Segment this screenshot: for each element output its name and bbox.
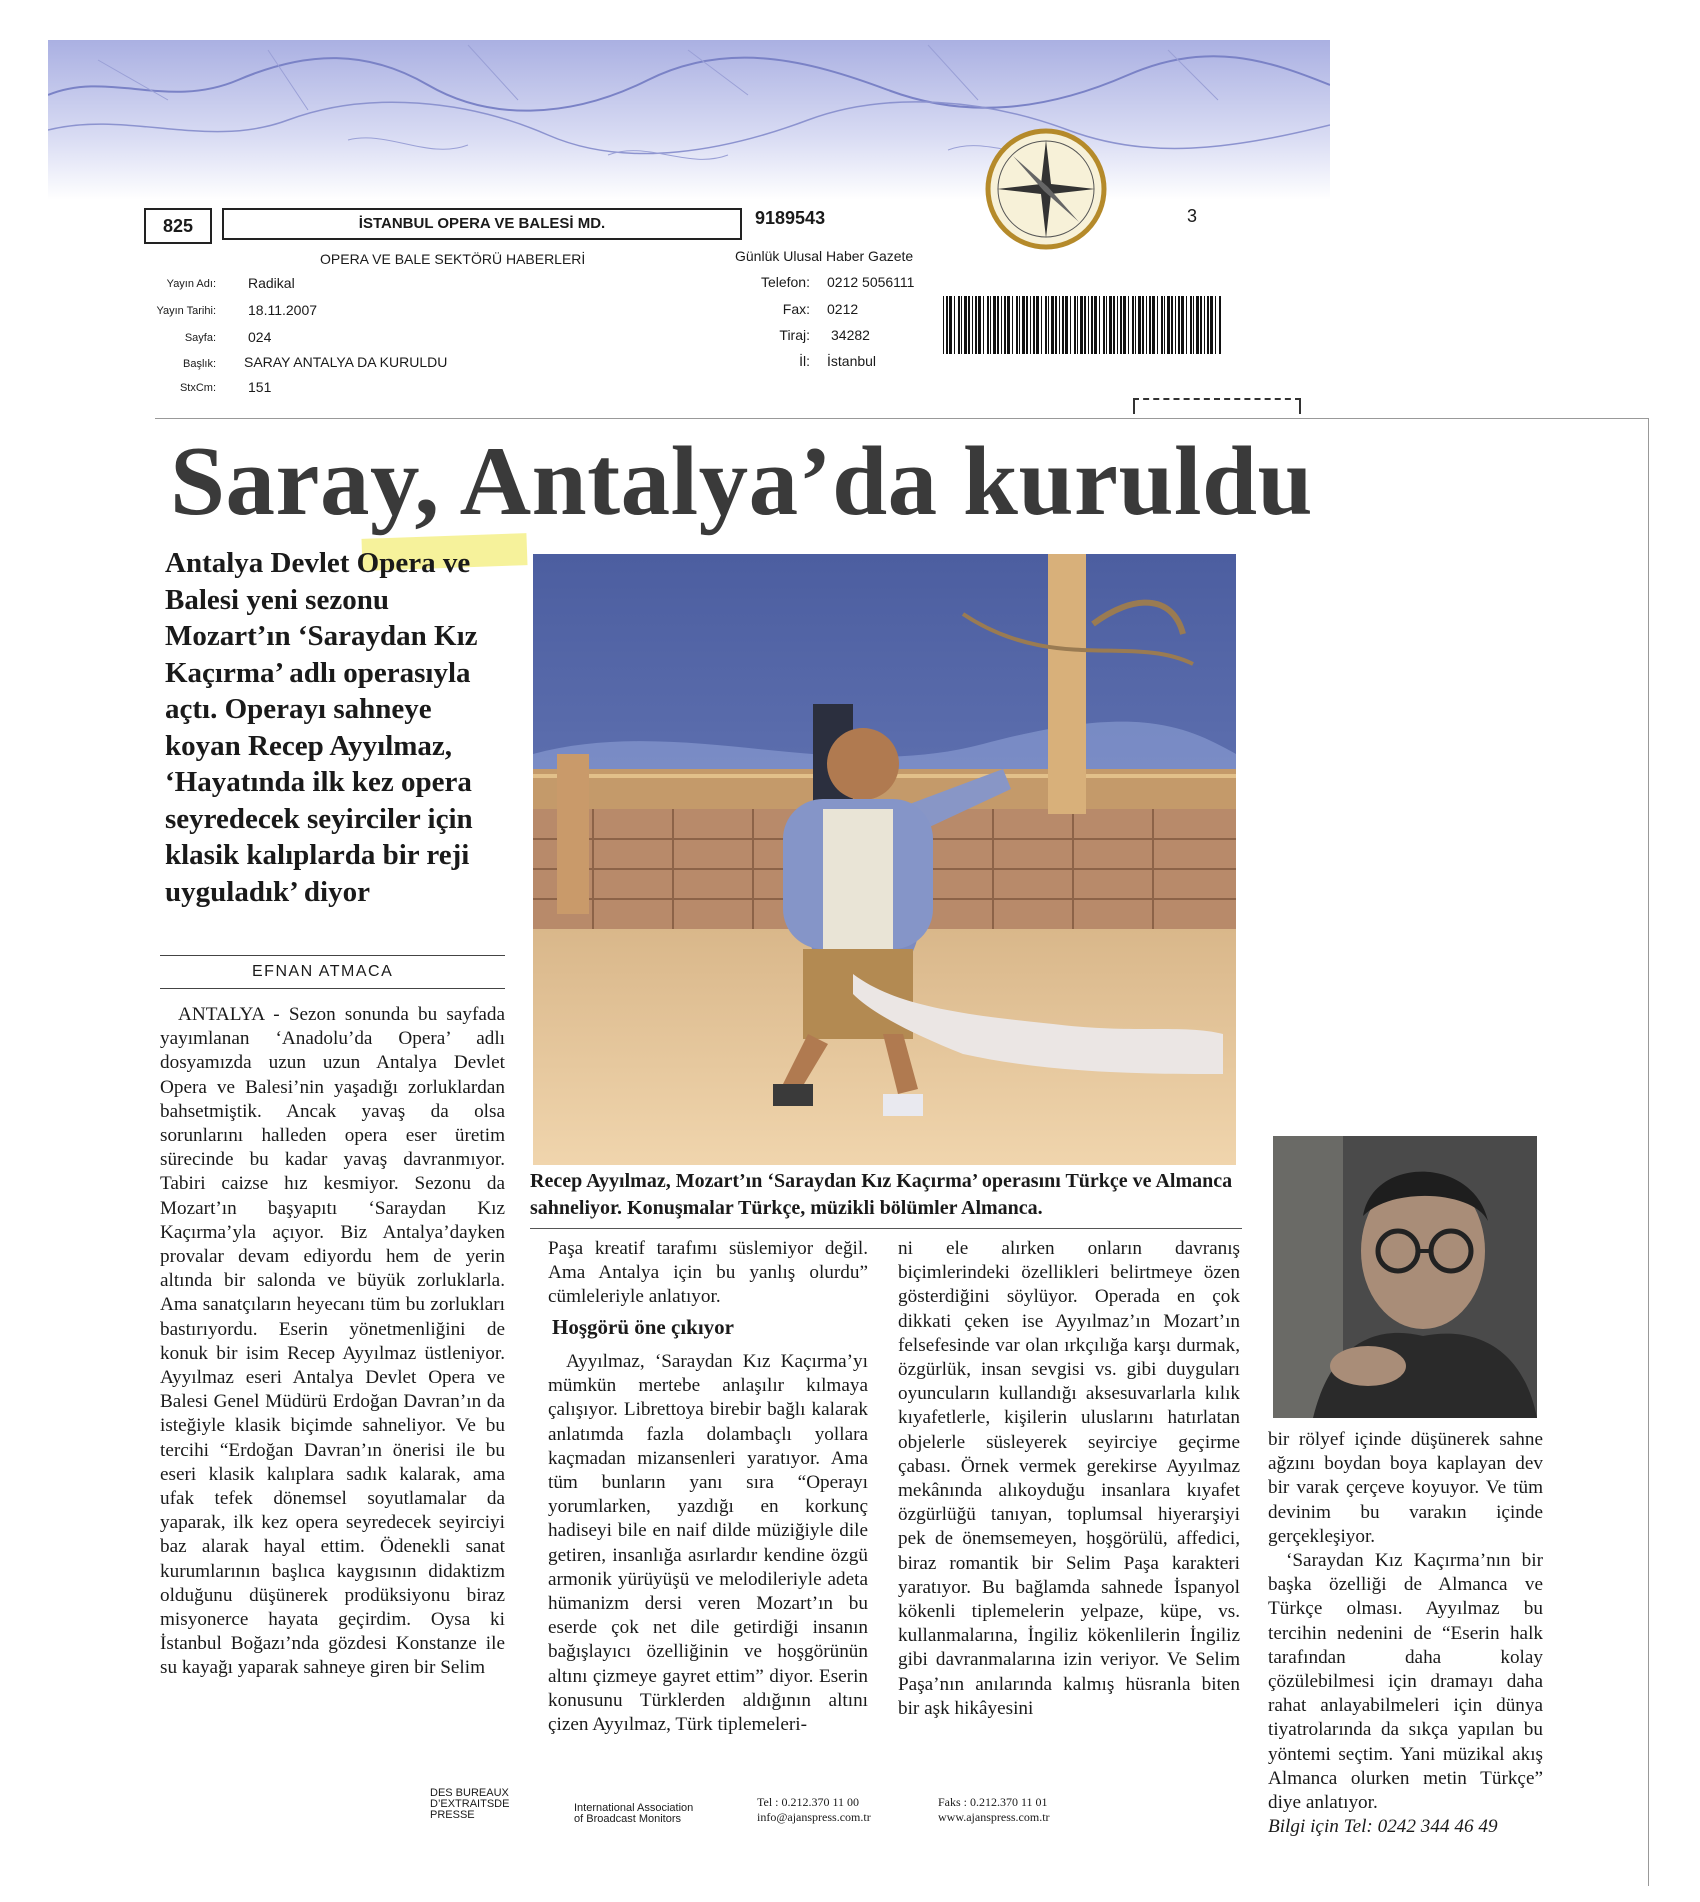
barcode-bar <box>1207 296 1209 354</box>
barcode-bar <box>1045 296 1047 354</box>
article-headline: Saray, Antalya’da kuruldu <box>170 427 1314 536</box>
barcode-bar <box>1152 296 1155 354</box>
meta-label-circulation: Tiraj: <box>779 327 810 343</box>
barcode-bar <box>1004 296 1006 354</box>
barcode-bar <box>946 296 948 354</box>
barcode-bar <box>997 296 999 354</box>
article-column-2 <box>548 1237 868 1310</box>
director-portrait-photo <box>1273 1136 1537 1418</box>
caption-rule <box>530 1228 1242 1229</box>
article-right-border <box>1648 418 1649 1886</box>
barcode-bar <box>1103 296 1105 354</box>
barcode-bar <box>1215 296 1216 354</box>
barcode-bar <box>1059 296 1060 354</box>
barcode-bar <box>961 296 962 354</box>
meta-label-date: Yayın Tarihi: <box>156 305 216 317</box>
barcode-bar <box>1175 296 1176 354</box>
barcode-bar <box>1186 296 1187 354</box>
barcode-bar <box>1113 296 1115 354</box>
footer-org-1 <box>430 1788 509 1821</box>
barcode-bar <box>954 296 955 354</box>
barcode-bar <box>958 296 960 354</box>
meta-label-stxcm: StxCm: <box>179 382 216 394</box>
barcode-bar <box>1041 296 1042 354</box>
opera-stage-photo <box>533 554 1236 1165</box>
barcode-bar <box>1210 296 1213 354</box>
barcode-bar <box>949 296 952 354</box>
barcode-bar <box>1019 296 1020 354</box>
barcode-bar <box>1171 296 1173 354</box>
meta-value-publication: Radikal <box>248 275 295 291</box>
barcode-bar <box>1094 296 1097 354</box>
meta-label-phone: Telefon: <box>760 274 810 290</box>
barcode-bar <box>1033 296 1035 354</box>
dashed-frame <box>1133 398 1301 414</box>
barcode-bar <box>1007 296 1010 354</box>
barcode-bar <box>983 296 984 354</box>
article-top-border <box>155 418 1648 419</box>
barcode-bar <box>1048 296 1049 354</box>
barcode-bar <box>1142 296 1144 354</box>
barcode-bar <box>1181 296 1184 354</box>
footer-email: info@ajanspress.com.tr <box>757 1810 871 1824</box>
barcode-bar <box>1193 296 1194 354</box>
barcode-bar <box>1077 296 1078 354</box>
barcode-bar <box>968 296 970 354</box>
compass-rose-icon <box>985 128 1107 250</box>
article-column-3 <box>898 1237 1240 1721</box>
footer-org-2 <box>574 1803 693 1825</box>
barcode-bar <box>1051 296 1054 354</box>
barcode-bar <box>1164 296 1165 354</box>
barcode-bar <box>1123 296 1126 354</box>
column-2-text-b: Ayyılmaz, ‘Saraydan Kız Kaçırma’yı mümkün mertebe anlaşılır kılmaya çalışıyor. Librettoya birebir bağlı kalarak anlatımda fazla dolambaçlı yollara kaçmadan mizansenleri yaratıyor. Ama tüm bunların yanı sıra “Operayı yorumlarken, yazdığı en korkunç hadiseyi bile en naif dilde müziğiyle dile getiren, insanlığa asırlardır kendine özgü armonik yürüyüşü ve melodileriyle adeta hümanizm dersi veren Mozart’ın bu eserde çok net dile getirdiği insanın bağışlayıcı özelliğinin ve hoşgörünün altını çizmeye gayret ettim” diyor. Eserin konusunu Türklerden aldığının altını çizen Ayyılmaz, Türk tiplemeleri- <box>548 1351 868 1736</box>
barcode-bar <box>1091 296 1093 354</box>
barcode-bar <box>1161 296 1163 354</box>
column-4-text: bir rölyef içinde düşünerek sahne ağzını boydan boya kaplayan dev bir varak çerçeve koyuyor. Ve tüm devinim bu varakın içinde gerçekleşiyor. <box>1268 1429 1543 1547</box>
barcode-bar <box>1084 296 1086 354</box>
barcode-bar <box>1190 296 1192 354</box>
barcode-graphic <box>943 296 1223 354</box>
footer-web: www.ajanspress.com.tr <box>938 1810 1050 1824</box>
barcode-bar <box>1109 296 1112 354</box>
barcode-bar <box>1132 296 1134 354</box>
article-subheading: Hoşgörü öne çıkıyor <box>552 1315 734 1339</box>
footer-org-1-line: D’EXTRAITSDE <box>430 1798 510 1810</box>
barcode-bar <box>1167 296 1170 354</box>
meta-label-page: Sayfa: <box>184 332 216 344</box>
barcode-bar <box>1074 296 1076 354</box>
barcode-bar <box>987 296 989 354</box>
client-name: İSTANBUL OPERA VE BALESİ MD. <box>222 208 742 240</box>
meta-value-circulation: 34282 <box>831 327 870 343</box>
barcode-bar <box>1196 296 1199 354</box>
page-count: 3 <box>1187 206 1198 226</box>
column-4-text-b: ‘Saraydan Kız Kaçırma’nın bir başka özelliği de Almanca ve Türkçe olması. Ayyılmaz bu tercihin nedenini de “Eserin halk tarafından daha kolay çözülebilmesi için dramayı daha rahat anlayabilmeleri için dünya tiyatrolarında da sıkça yapılan bu yöntemi seçtim. Yani müzikal akış Almanca olurken metin Türkçe” diye anlatıyor. <box>1268 1550 1543 1814</box>
barcode-bar <box>1012 296 1013 354</box>
meta-value-fax: 0212 <box>827 301 859 317</box>
barcode-bar <box>1120 296 1122 354</box>
barcode-bar <box>1106 296 1107 354</box>
barcode-bar <box>1088 296 1089 354</box>
barcode-bar <box>978 296 981 354</box>
barcode-bar <box>943 296 944 354</box>
barcode-bar <box>1200 296 1202 354</box>
meta-value-phone: 0212 5056111 <box>827 274 915 290</box>
footer-org-1-line: PRESSE <box>430 1809 475 1821</box>
barcode-bar <box>1030 296 1031 354</box>
barcode-bar <box>1135 296 1136 354</box>
meta-label-fax: Fax: <box>782 301 810 317</box>
article-column-4 <box>1268 1428 1543 1839</box>
reference-number: 825 <box>144 208 212 244</box>
column-3-text: ni ele alırken onların davranış biçimlerindeki özellikleri belirtmeye özen gösterdiğini söylüyor. Operada en çok dikkati çeken ise Ayyılmaz’ın Mozart’ın felsefesinde var olan ırkçılığa karşı durmak, özgürlük, insan sevgisi vs. gibi duyguları oyuncuların kullandığı aksesuvarlarla kılık kıyafetlerle, kişilerin uluslarını hatırlatan objelerle süsleyerek seyirciye geçirme çabası. Örnek vermek gerekirse Ayyılmaz mekânında alıkoyduğu insanlara kıyafet özgürlüğü tanıyan, toplumsal hiyerarşiyi pek de önemsemeyen, hoşgörülü, affedici, biraz romantik bir Selim Paşa karakteri yaratıyor. Bu bağlamda sahnede İspanyol kökenli tiplemelerin yelpaze, küpe, vs. kullanmalarına, İngiliz kökenlilerin İngiliz gibi davranmalarına izin veriyor. Ve Selim Paşa’nın anılarında kalmış hüsranla biten bir aşk hikâyesini <box>898 1238 1240 1719</box>
column-1-text: ANTALYA - Sezon sonunda bu sayfada yayımlanan ‘Anadolu’da Opera’ adlı dosyamızda uzun uzun Antalya Devlet Opera ve Balesi’nin yaşadığı zorluklardan bahsetmiştik. Ancak yavaş da olsa sorunlarını halleden opera eser üretim sürecinde bu kadar yavaş davranmıyor. Tabiri caizse hız kesmiyor. Sezonu da Mozart’ın başyapıtı ‘Saraydan Kız Kaçırma’yla açıyor. Biz Antalya’dayken provalar devam ediyordu hem de yerin altında bir salonda ve büyük zorluklarla. Ama sanatçıların heyecanı tüm bu zorlukları bastırıyordu. Eserin yönetmenliğini de konuk bir isim Recep Ayyılmaz üstleniyor. Ayyılmaz eseri Antalya Devlet Opera ve Balesi Genel Müdürü Erdoğan Davran’ın da isteğiyle klasik biçimde sahneliyor. Ve bu tercihi “Erdoğan Davran’ın önerisi ile bu eseri klasik kalıplara sadık kalarak, ama ufak tefek dönemsel soyutlamalar da yaparak, ilk kez opera seyredecek seyirciyi baz alarak hayal ettim. Ödenekli sanat kurumlarının başlıca kaygısının didaktizm olduğunu düşünerek prodüksiyonu biraz misyonerce hayata geçirdim. Oysa ki İstanbul Boğazı’nda gözdesi Konstanze ile su kayağı yaparak sahneye giren bir Selim <box>160 1004 505 1679</box>
map-banner <box>48 40 1330 200</box>
barcode-bar <box>1016 296 1018 354</box>
barcode-bar <box>975 296 977 354</box>
barcode-bar <box>1001 296 1002 354</box>
meta-label-city: İl: <box>799 353 810 369</box>
barcode-bar <box>1146 296 1147 354</box>
barcode-bar <box>1070 296 1071 354</box>
document-number: 9189543 <box>755 208 826 228</box>
photo-caption: Recep Ayyılmaz, Mozart’ın ‘Saraydan Kız Kaçırma’ operasını Türkçe ve Almanca sahneliyor. Konuşmalar Türkçe, müzikli bölümler Almanca. <box>530 1170 1233 1219</box>
footer-fax: Faks : 0.212.370 11 01 <box>938 1795 1048 1809</box>
byline-rule-top <box>160 955 505 956</box>
barcode-bar <box>1065 296 1068 354</box>
barcode-bar <box>1022 296 1025 354</box>
column-2-text-a: Paşa kreatif tarafımı süslemiyor değil. Ama Antalya için bu yanlış olurdu” cümleleriyle anlatıyor. <box>548 1238 868 1308</box>
meta-value-page: 024 <box>248 329 272 345</box>
meta-label-title: Başlık: <box>182 358 216 370</box>
barcode-bar <box>1036 296 1039 354</box>
meta-value-title: SARAY ANTALYA DA KURULDU <box>244 354 448 370</box>
barcode-bar <box>1026 296 1028 354</box>
barcode-bar <box>964 296 967 354</box>
footer-org-2-line: International Association <box>574 1802 694 1814</box>
barcode-bar <box>1149 296 1151 354</box>
sector-label: OPERA VE BALE SEKTÖRÜ HABERLERİ <box>320 251 586 267</box>
byline-rule-bottom <box>160 988 505 989</box>
paper-type: Günlük Ulusal Haber Gazete <box>735 248 914 264</box>
article-column-1 <box>160 1003 505 1681</box>
barcode-bar <box>1204 296 1205 354</box>
meta-value-date: 18.11.2007 <box>248 302 318 318</box>
meta-value-city: İstanbul <box>827 353 877 369</box>
meta-label-publication: Yayın Adı: <box>166 278 216 290</box>
barcode-bar <box>1138 296 1141 354</box>
barcode-bar <box>1099 296 1100 354</box>
info-phone: Bilgi için Tel: 0242 344 46 49 <box>1268 1816 1498 1838</box>
barcode-bar <box>1157 296 1158 354</box>
barcode-bar <box>972 296 973 354</box>
barcode-bar <box>1219 296 1221 354</box>
footer-contact-2 <box>938 1795 1050 1825</box>
barcode-bar <box>1117 296 1118 354</box>
barcode-bar <box>1128 296 1129 354</box>
barcode-bar <box>990 296 991 354</box>
meta-value-stxcm: 151 <box>248 379 272 395</box>
article-column-2b <box>548 1350 868 1737</box>
barcode-bar <box>1062 296 1064 354</box>
footer-org-2-line: of Broadcast Monitors <box>574 1813 681 1825</box>
footer-contact <box>757 1795 871 1825</box>
footer-org-1-line: DES BUREAUX <box>430 1787 509 1799</box>
article-lede: Antalya Devlet Opera ve Balesi yeni sezonu Mozart’ın ‘Saraydan Kız Kaçırma’ adlı operasıyla açtı. Operayı sahneye koyan Recep Ayyılmaz, ‘Hayatında ilk kez opera seyredecek seyirciler için klasik kalıplarda bir reji uyguladık’ diyor <box>165 547 478 908</box>
barcode-bar <box>1178 296 1180 354</box>
barcode-bar <box>1080 296 1083 354</box>
barcode-bar <box>993 296 996 354</box>
barcode-bar <box>1055 296 1057 354</box>
footer-tel: Tel : 0.212.370 11 00 <box>757 1795 860 1809</box>
article-byline: EFNAN ATMACA <box>252 963 394 980</box>
